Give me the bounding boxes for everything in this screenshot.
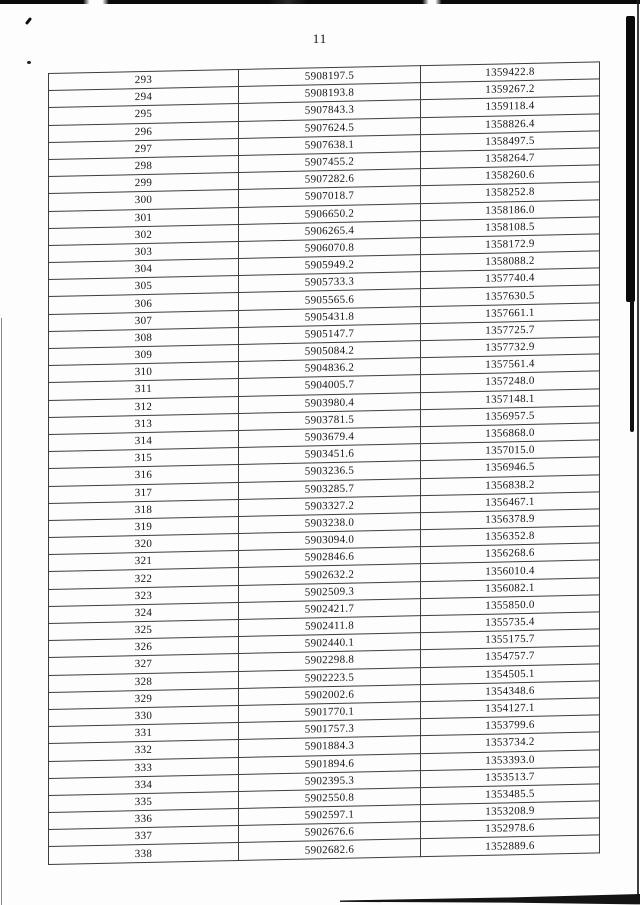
table-cell: 1358108.5	[421, 217, 600, 238]
table-cell: 1355850.0	[421, 595, 600, 616]
table-cell: 1353799.6	[421, 715, 600, 736]
table-cell: 5906650.2	[239, 203, 421, 224]
table-cell: 5902597.1	[239, 805, 421, 826]
table-cell: 5905949.2	[239, 255, 421, 276]
table-cell: 1352889.6	[421, 835, 600, 856]
table-cell: 297	[49, 138, 239, 159]
table-cell: 320	[49, 534, 239, 555]
table-cell: 5907624.5	[239, 117, 421, 138]
table-cell: 1354757.7	[421, 646, 600, 667]
table-cell: 315	[49, 448, 239, 469]
table-cell: 1357561.4	[421, 354, 600, 375]
table-cell: 5901757.3	[239, 719, 421, 740]
right-edge-scan-bar	[626, 16, 635, 302]
table-cell: 1356378.9	[421, 509, 600, 530]
table-cell: 5905147.7	[239, 324, 421, 345]
table-cell: 1356010.4	[421, 560, 600, 581]
table-cell: 330	[49, 705, 239, 726]
table-cell: 1356838.2	[421, 474, 600, 495]
table-cell: 338	[49, 843, 239, 864]
table-cell: 5902550.8	[239, 788, 421, 809]
bottom-right-scan-smear	[340, 893, 640, 905]
table-cell: 1353513.7	[421, 767, 600, 788]
table-cell: 1353208.9	[421, 801, 600, 822]
table-cell: 310	[49, 362, 239, 383]
table-cell: 1356268.6	[421, 543, 600, 564]
table-cell: 294	[49, 87, 239, 108]
table-cell: 304	[49, 259, 239, 280]
table-cell: 1358826.4	[421, 114, 600, 135]
table-cell: 308	[49, 327, 239, 348]
table-cell: 5902395.3	[239, 770, 421, 791]
table-cell: 336	[49, 809, 239, 830]
table-cell: 5904005.7	[239, 375, 421, 396]
table-cell: 5902509.3	[239, 581, 421, 602]
table-cell: 5903285.7	[239, 478, 421, 499]
table-cell: 322	[49, 568, 239, 589]
table-cell: 5905431.8	[239, 306, 421, 327]
table-cell: 305	[49, 276, 239, 297]
table-cell: 1358172.9	[421, 234, 600, 255]
table-cell: 328	[49, 671, 239, 692]
table-cell: 293	[49, 70, 239, 91]
table-cell: 5908197.5	[239, 66, 421, 87]
table-cell: 5903451.6	[239, 444, 421, 465]
table-cell: 335	[49, 791, 239, 812]
table-cell: 5902846.6	[239, 547, 421, 568]
table-cell: 5902002.6	[239, 684, 421, 705]
pen-mark	[25, 17, 32, 25]
table-cell: 334	[49, 774, 239, 795]
table-cell: 1357740.4	[421, 268, 600, 289]
table-cell: 1353734.2	[421, 732, 600, 753]
table-cell: 5907018.7	[239, 186, 421, 207]
table-cell: 325	[49, 620, 239, 641]
table-cell: 1358264.7	[421, 148, 600, 169]
table-cell: 1358252.8	[421, 182, 600, 203]
table-cell: 1353393.0	[421, 749, 600, 770]
table-cell: 5902421.7	[239, 599, 421, 620]
table-cell: 314	[49, 430, 239, 451]
table-cell: 1355175.7	[421, 629, 600, 650]
table-cell: 1356082.1	[421, 578, 600, 599]
table-cell: 1354348.6	[421, 681, 600, 702]
table-cell: 1352978.6	[421, 818, 600, 839]
page-number: 11	[312, 31, 328, 46]
table-cell: 1357248.0	[421, 371, 600, 392]
table-cell: 1357661.1	[421, 303, 600, 324]
table-cell: 5906070.8	[239, 238, 421, 259]
table-cell: 1358186.0	[421, 199, 600, 220]
table-cell: 5907638.1	[239, 134, 421, 155]
coordinate-table-body	[49, 62, 600, 864]
pen-mark-dot	[27, 61, 31, 64]
table-cell: 319	[49, 516, 239, 537]
table-cell: 5907282.6	[239, 169, 421, 190]
table-cell: 312	[49, 396, 239, 417]
table-cell: 1356946.5	[421, 457, 600, 478]
table-cell: 5905733.3	[239, 272, 421, 293]
table-cell: 300	[49, 190, 239, 211]
table-cell: 296	[49, 121, 239, 142]
table-cell: 5903236.5	[239, 461, 421, 482]
table-cell: 1354505.1	[421, 664, 600, 685]
table-cell: 1359422.8	[421, 62, 600, 83]
table-cell: 311	[49, 379, 239, 400]
table-cell: 5903980.4	[239, 392, 421, 413]
table-cell: 5901770.1	[239, 702, 421, 723]
table-cell: 5903094.0	[239, 530, 421, 551]
table-cell: 5905084.2	[239, 341, 421, 362]
table-cell: 321	[49, 551, 239, 572]
table-cell: 1357630.5	[421, 285, 600, 306]
coordinate-table-container	[48, 61, 599, 864]
top-edge-scan-artifact	[0, 0, 640, 4]
table-cell: 5904836.2	[239, 358, 421, 379]
right-edge-scan-bar-thin	[630, 300, 634, 432]
table-cell: 333	[49, 757, 239, 778]
table-cell: 1359118.4	[421, 96, 600, 117]
table-cell: 295	[49, 104, 239, 125]
table-cell: 5906265.4	[239, 220, 421, 241]
table-cell: 337	[49, 826, 239, 847]
table-cell: 5903327.2	[239, 495, 421, 516]
table-cell: 1356957.5	[421, 406, 600, 427]
table-cell: 5907455.2	[239, 152, 421, 173]
table-cell: 5902223.5	[239, 667, 421, 688]
table-cell: 316	[49, 465, 239, 486]
table-cell: 5907843.3	[239, 100, 421, 121]
table-cell: 1356467.1	[421, 492, 600, 513]
table-cell: 323	[49, 585, 239, 606]
table-cell: 1359267.2	[421, 79, 600, 100]
table-cell: 299	[49, 173, 239, 194]
table-cell: 1357015.0	[421, 440, 600, 461]
table-cell: 331	[49, 723, 239, 744]
table-cell: 5902682.6	[239, 839, 421, 860]
coordinate-table	[48, 61, 600, 864]
table-cell: 318	[49, 499, 239, 520]
table-cell: 1358088.2	[421, 251, 600, 272]
table-cell: 327	[49, 654, 239, 675]
table-cell: 326	[49, 637, 239, 658]
table-cell: 298	[49, 155, 239, 176]
right-edge-scan-line	[637, 0, 639, 898]
table-cell: 5902632.2	[239, 564, 421, 585]
table-cell: 1354127.1	[421, 698, 600, 719]
left-edge-scan-line	[1, 318, 2, 905]
table-cell: 5903679.4	[239, 427, 421, 448]
table-cell: 306	[49, 293, 239, 314]
table-cell: 5908193.8	[239, 83, 421, 104]
table-cell: 329	[49, 688, 239, 709]
table-cell: 1353485.5	[421, 784, 600, 805]
table-cell: 332	[49, 740, 239, 761]
table-cell: 5902676.6	[239, 822, 421, 843]
table-cell: 5902411.8	[239, 616, 421, 637]
table-cell: 324	[49, 602, 239, 623]
table-cell: 1357732.9	[421, 337, 600, 358]
table-cell: 313	[49, 413, 239, 434]
table-cell: 5902298.8	[239, 650, 421, 671]
table-cell: 1357148.1	[421, 389, 600, 410]
table-cell: 1355735.4	[421, 612, 600, 633]
table-cell: 303	[49, 241, 239, 262]
table-cell: 1358260.6	[421, 165, 600, 186]
table-cell: 309	[49, 345, 239, 366]
table-cell: 1356352.8	[421, 526, 600, 547]
table-cell: 5905565.6	[239, 289, 421, 310]
table-cell: 5901894.6	[239, 753, 421, 774]
table-cell: 307	[49, 310, 239, 331]
table-cell: 5903781.5	[239, 409, 421, 430]
table-cell: 317	[49, 482, 239, 503]
table-cell: 5903238.0	[239, 513, 421, 534]
table-cell: 302	[49, 224, 239, 245]
table-cell: 5901884.3	[239, 736, 421, 757]
table-cell: 5902440.1	[239, 633, 421, 654]
table-cell: 1357725.7	[421, 320, 600, 341]
table-cell: 1358497.5	[421, 131, 600, 152]
table-cell: 1356868.0	[421, 423, 600, 444]
table-cell: 301	[49, 207, 239, 228]
